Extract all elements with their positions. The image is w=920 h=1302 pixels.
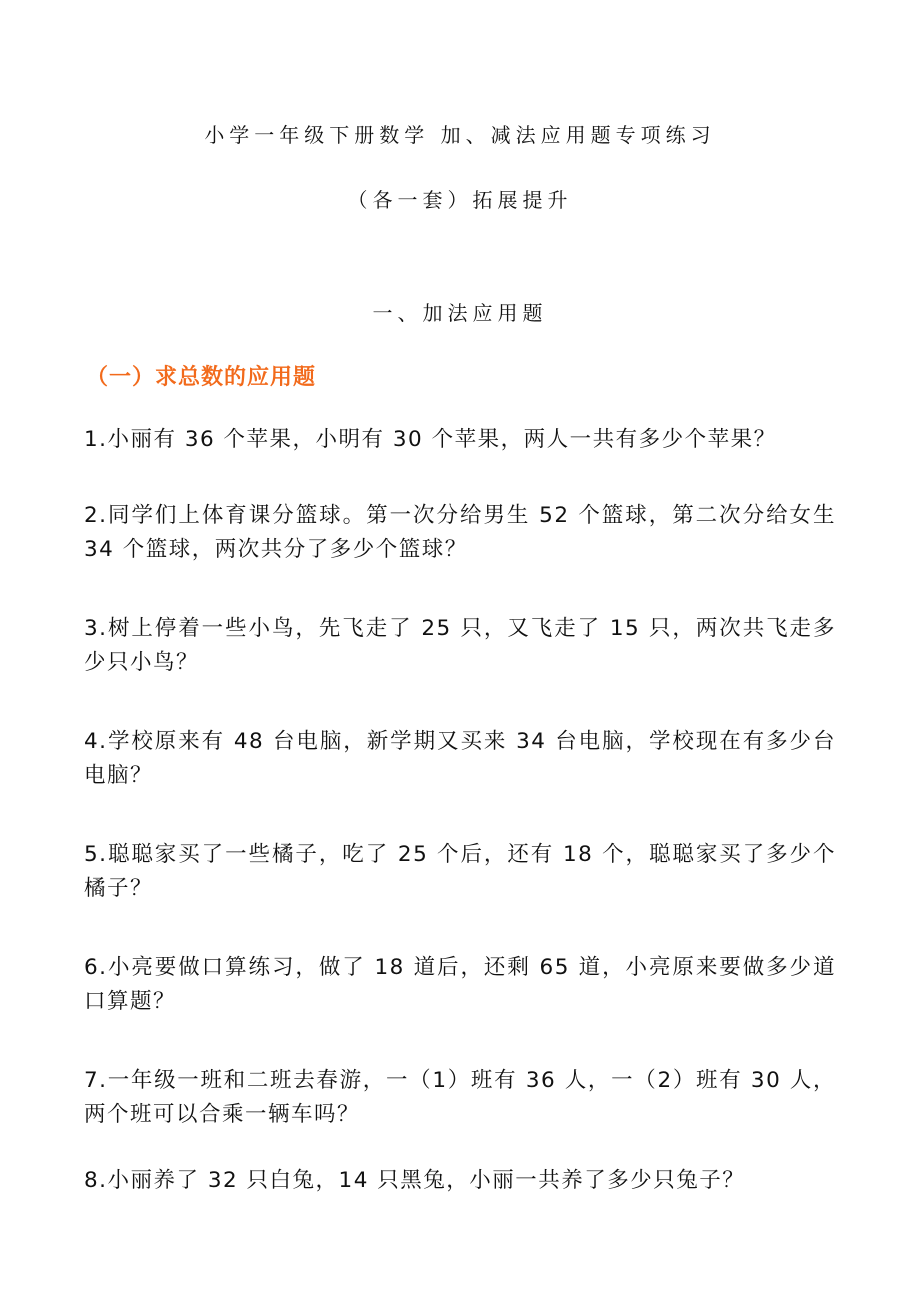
problem-5: 5.聪聪家买了一些橘子，吃了 25 个后，还有 18 个，聪聪家买了多少个橘子？ (84, 842, 836, 901)
problem-2: 2.同学们上体育课分篮球。第一次分给男生 52 个篮球，第二次分给女生 34 个篮球，两次共分了多少个篮球？ (84, 503, 836, 562)
problem-7: 7.一年级一班和二班去春游，一（1）班有 36 人，一（2）班有 30 人，两个班可以合乘一辆车吗？ (84, 1068, 836, 1127)
problem-3: 3.树上停着一些小鸟，先飞走了 25 只，又飞走了 15 只，两次共飞走多少只小鸟？ (84, 616, 836, 675)
document-subtitle: （各一套）拓展提升 (347, 188, 573, 212)
problem-8: 8.小丽养了 32 只白兔，14 只黑兔，小丽一共养了多少只兔子？ (84, 1168, 746, 1193)
section-heading: 一、加法应用题 (372, 301, 548, 325)
problem-6: 6.小亮要做口算练习，做了 18 道后，还剩 65 道，小亮原来要做多少道口算题？ (84, 955, 836, 1014)
problem-1: 1.小丽有 36 个苹果，小明有 30 个苹果，两人一共有多少个苹果？ (84, 427, 777, 452)
problem-4: 4.学校原来有 48 台电脑，新学期又买来 34 台电脑，学校现在有多少台电脑？ (84, 729, 836, 788)
subsection-heading: （一）求总数的应用题 (86, 365, 317, 390)
document-title: 小学一年级下册数学 加、减法应用题专项练习 (204, 123, 716, 147)
